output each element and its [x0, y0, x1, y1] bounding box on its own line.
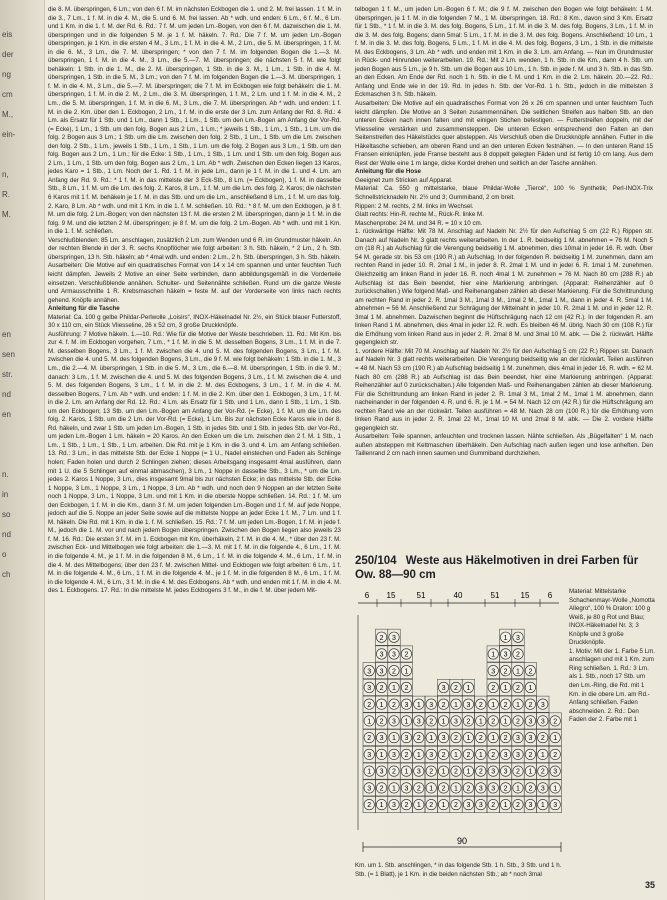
motif-color-number: 1: [466, 768, 471, 776]
motif-color-number: 1: [367, 768, 372, 776]
gutter-fragment: nd: [2, 390, 11, 399]
gutter-fragment: eis: [2, 30, 13, 39]
motif-color-number: 1: [478, 718, 483, 726]
motif-color-number: 2: [429, 768, 434, 776]
dimension-label: 51: [490, 591, 500, 600]
motif-color-number: 3: [379, 651, 384, 659]
motif-color-number: 3: [528, 735, 533, 743]
verschlussblenden-text: Verschlußblenden: 85 Lm. anschlagen, zusätzlich 2 Lm. zum Wenden und 6 R. im Grundmuster häkeln. An der rechten Blende in der 3. R. sechs Knopflöcher wie folgt arbeiten: 3 h. Stb. häkeln, * 2 Lm., 2 h. Stb. überspringen, 13 h. Stb. häkeln; ab * 4mal wdh. und enden: 2 Lm., 2 h. Stb. überspringen, 3 h. Stb. häkeln.: [48, 236, 341, 261]
gutter-fragment: n,: [2, 170, 9, 179]
motif-color-number: 1: [416, 802, 421, 810]
left-text-column: [48, 6, 341, 596]
motif-color-number: 1: [392, 685, 396, 693]
motif-color-number: 1: [540, 751, 545, 759]
hose-heading: Anleitung für die Hose: [355, 168, 422, 176]
motif-color-number: 3: [416, 718, 421, 726]
motif-1-instructions: 1. Motiv: Mit der 1. Farbe 5 Lm. anschlagen und mit 1 Km. zum Ring schließen. 1. Rd.: 3 Lm. als 1. Stb., noch 17 Stb. um den Lm.-Ring, die Rd. mit 1 Km. in die obere Lm. am Rd.-Anfang schließen. Faden abschneiden. 2. Rd.: Den Faden der 2. Farbe mit 1: [569, 647, 655, 724]
motif-color-number: 2: [379, 718, 384, 726]
motif-color-number: 1: [478, 751, 483, 759]
motif-color-number: 2: [429, 802, 434, 810]
side-text-column: [569, 588, 655, 725]
hose-material-text: Material: Ca. 550 g mittelstarke, blaue Phildar-Wolle „Tiercé“, 100 % Synthetik; Perl-INOX-Trix Schnellstricknadeln Nr. 2½ und 3; Gummiband, 2 cm breit.: [355, 185, 653, 202]
pattern-number: 250/104: [355, 555, 397, 567]
motif-color-number: 3: [392, 634, 396, 642]
motif-color-number: 2: [528, 701, 533, 709]
motif-color-number: 3: [367, 668, 372, 676]
motif-color-number: 1: [491, 651, 496, 659]
tasche-material-text: Material: Ca. 100 g gelbe Phildar-Perlwolle „Loisirs“, INOX-Häkelnadel Nr. 2½, ein Stück blauer Futterstoff, 30 x 110 cm, ein Stück Vliesseline, 26 x 52 cm, 3 große Druckknöpfe.: [48, 313, 341, 330]
motif-color-number: 1: [379, 802, 384, 810]
motif-color-number: 1: [367, 718, 372, 726]
motif-layout-diagram: [355, 585, 562, 860]
motif-color-number: 2: [516, 651, 520, 659]
motif-color-number: 3: [392, 802, 396, 810]
motif-color-number: 3: [478, 785, 483, 793]
motif-color-number: 3: [503, 651, 508, 659]
motif-color-number: 2: [392, 768, 396, 776]
motif-color-number: 3: [540, 785, 545, 793]
gutter-fragment: ch: [2, 570, 11, 579]
motif-color-number: 3: [441, 685, 446, 693]
gutter-fragment: in: [2, 490, 9, 499]
motif-color-number: 1: [429, 735, 434, 743]
page-number: 35: [644, 880, 655, 890]
motif-color-number: 2: [491, 751, 496, 759]
motif-color-number: 1: [379, 701, 384, 709]
dimension-label: 6: [547, 591, 553, 600]
bottom-continuation-text: Km. um 1. Stb. anschlingen, * in das folgende Stb. 1 h. Stb., 3 Stb. und 1 h. Stb. (= 1 Blatt), je 1 Km. in die beiden nächsten Stb.; ab * noch 3mal: [355, 862, 562, 878]
motif-color-number: 1: [466, 685, 471, 693]
motif-color-number: 2: [478, 735, 483, 743]
motif-color-number: 3: [404, 701, 409, 709]
gutter-fragment: en: [2, 330, 11, 339]
motif-color-number: 3: [540, 701, 545, 709]
gutter-fragment: en: [2, 410, 11, 419]
hose-rueckwaertig-text: 1. rückwärtige Hälfte: Mit 78 M. Anschlag auf Nadeln Nr. 2½ für den Aufschlag 5 cm (22 R.) Rippen str. Danach auf Nadeln Nr. 3 glatt rechts weiterarbeiten. In der 1. R. beidseitig 1 M. abnehmen = 76 M. Noch 5 cm (18 R.) ab Aufschlag für die Verengung beidseitig 1 M. abnehmen, dies 10mal in jeder 16. R. wdh. Über 54 M. gerade str. bis 53 cm (190 R.) ab Aufschlag. In der folgenden R. beidseitig 1 M. zunehmen, dann am rechten Rand in jeder 10. R. 2mal 1 M., in jeder 8. R. 2mal 1 M. und in jeder 6. R. 1mal 1 M. zunehmen. Gleichzeitig am linken Rand in jeder 16. R. noch 4mal 1 M. zunehmen = 76 M. Nach 80 cm (288 R.) ab Aufschlag ist das Bein beendet, hier eine Markierung anbringen. (Apparat: Reihenzähler auf 0 zurückschalten.) Wie folgend Maß- und Reihenangaben zählen ab dieser Markierung. Für die Schrittrundung am rechten Rand in jeder 2. R. 1mal 3 M., 1mal 3 M., 1mal 2 M., 1mal 1 M., dann in jeder 4. R. 5mal 1 M. abnehmen = 56 M. Anschließend zur Schrägung der Mittelnaht in jeder 10. R. 2mal 1 M. und in jeder 12. R. 3mal 1 M. abnehmen. Dazwischen beginnt die Hüftschrägung nach 12 cm (42 R.). In der folgenden R. am linken Rand 1 M. abnehmen, dies 4mal in jeder 12. R. wdh. Es bleiben 46 M. übrig. Nach 30 cm (108 R.) für die Erhöhung vom linken Rand aus in jeder 2. R. 2mal 8 M. und 3mal 10 M. abk. — Die 2. rückwärt. Hälfte gegengleich str.: [355, 228, 653, 347]
motif-color-number: 1: [441, 718, 446, 726]
hose-rippen-text: Rippen: 2 M. rechts, 2 M. links im Wechsel.: [355, 202, 474, 210]
motif-color-number: 3: [491, 668, 496, 676]
motif-color-number: 1: [528, 685, 533, 693]
bottom-dimension: [363, 836, 561, 852]
motif-color-number: 3: [516, 634, 520, 642]
motif-color-number: 3: [478, 802, 483, 810]
hose-apparat-note: Geeignet zum Stricken auf Apparat.: [355, 176, 453, 184]
motif-color-number: 2: [441, 701, 446, 709]
tasche-heading: Anleitung für die Tasche: [48, 305, 120, 313]
motif-color-number: 1: [416, 751, 421, 759]
dimension-label: 15: [386, 591, 396, 600]
motif-color-number: 2: [503, 785, 508, 793]
motif-color-number: 1: [503, 634, 508, 642]
motif-color-number: 1: [503, 685, 508, 693]
motif-color-number: 1: [466, 735, 471, 743]
motif-color-number: 1: [441, 802, 446, 810]
motif-color-number: 2: [491, 718, 496, 726]
motif-color-number: 2: [379, 634, 384, 642]
motif-color-number: 2: [367, 802, 372, 810]
motif-color-number: 3: [392, 718, 396, 726]
top-dimension-labels: [358, 591, 559, 607]
motif-color-number: 2: [454, 735, 458, 743]
pattern-title: Weste aus Häkelmotiven in drei Farben für Ow. 88—90 cm: [355, 555, 639, 581]
bottom-dimension-label: 90: [456, 836, 468, 846]
motif-color-number: 1: [516, 668, 520, 676]
motif-color-number: 2: [416, 785, 421, 793]
motif-color-number: 2: [416, 735, 421, 743]
motif-color-number: 1: [441, 768, 446, 776]
motif-color-number: 2: [516, 802, 520, 810]
motif-color-number: 1: [540, 802, 545, 810]
motif-color-number: 3: [429, 751, 434, 759]
motif-color-number: 2: [491, 685, 496, 693]
motif-color-number: 1: [379, 751, 384, 759]
motif-color-number: 3: [404, 785, 409, 793]
motif-color-number: 3: [503, 751, 508, 759]
motif-color-number: 3: [416, 768, 421, 776]
gutter-fragment: n.: [2, 470, 9, 479]
motif-color-number: 1: [454, 701, 458, 709]
motif-color-number: 2: [540, 735, 545, 743]
motif-color-number: 3: [392, 751, 396, 759]
motif-color-number: 1: [404, 768, 409, 776]
hose-maschenprobe-text: Maschenprobe: 24 M. und 34 R. = 10 x 10 cm.: [355, 219, 483, 227]
gutter-fragment: M.,: [2, 110, 14, 119]
motif-color-number: 3: [429, 701, 434, 709]
gutter-fragment: R.: [2, 190, 10, 199]
dimension-label: 6: [364, 591, 370, 600]
motif-color-number: 1: [516, 701, 520, 709]
motif-color-number: 1: [491, 735, 496, 743]
motif-color-number: 1: [416, 701, 421, 709]
motif-color-number: 2: [441, 785, 446, 793]
gutter-fragment: der: [2, 50, 14, 59]
gutter-fragment: so: [2, 510, 11, 519]
gutter-fragment: ng: [2, 70, 11, 79]
gutter-fragment: nd: [2, 530, 11, 539]
motif-color-number: 2: [503, 668, 508, 676]
motif-color-number: 2: [466, 785, 471, 793]
previous-page-gutter: [0, 0, 45, 900]
motif-color-number: 3: [491, 768, 496, 776]
gutter-fragment: str.: [2, 370, 13, 379]
motif-color-number: 3: [404, 735, 409, 743]
motif-color-number: 3: [454, 718, 458, 726]
motif-color-number: 3: [528, 802, 533, 810]
motif-color-number: 1: [553, 735, 558, 743]
gutter-fragment: ein-: [2, 130, 16, 139]
motif-color-number: 3: [367, 785, 372, 793]
motif-color-number: 2: [379, 785, 384, 793]
tasche-continued-text: telbogen 1 f. M., um jeden Lm.-Bogen 6 f. M.; die 9 f. M. zwischen den Bogen wie folgt behäkeln: 1 M. überspringen, je 1 f. M. in die folgenden 7 M., 1 M. überspringen. 18. Rd.: 8 Km., davon sind 3 Km. Ersatz für 1 Stb., * 1 f. M. in die 3. M. des folg. Bogens, 5 Lm., 1 f. M. in die 3. M. des folg. Bogens, 3 Lm., 1 f. M. in die 3. M. des folg. Bogens; dann 5mal: 5 Lm., 1 f. M. in die 3. M. des folg. Bogens. Anschließend: 10 Lm., 1 f. M. in die 3. M. des folg. Bogens, 5 Lm., 1 f. M. in die 4. M. des folg. Bogens, 3 Lm., 1 Stb. in die mittelste M. des Eckbogens, 3 Lm. Ab * wdh. und enden mit 1 Km. in die 3. Lm. am Anfang. — Nun im Grundmuster in Rück- und Hinrunden weiterarbeiten. 19. Rd.: Mit 2 Lm. wenden, 1 h. Stb. in die Km., dann 4 h. Stb. um jeden Bogen aus 5 Lm., je 9 h. Stb. um die Bogen aus 10 Lm., 1 h. Stb. in jede f. M. und 3 h. Stb. in das Stb. an den Ecken. Am Ende der Rd. noch 1 h. Stb. in die f. M. und 1 Km. in die 2. Lm. häkeln. 20.—22. Rd.: Anfang und Ende wie in der 19. Rd. In jedes h. Stb. der Vor-Rd. 1 h. Stb., jedoch in die mittelsten 3 Eckmaschen 3 h. Stb. häkeln.: [355, 6, 653, 99]
hose-ausarbeiten-text: Ausarbeiten: Teile spannen, anfeuchten und trocknen lassen. Nähte schließen. Als „Bügelfalten“ 1 M. nach außen absteppen mit Kettmaschen überhäkeln. Den Aufschlag nach außen legen und lose anheften. Den Taillenrand 2 cm nach innen saumen und Gummiband durchziehen.: [355, 433, 653, 458]
motif-color-number: 1: [392, 735, 396, 743]
tasche-ausarbeiten-text: Ausarbeiten: Die Motive auf ein quadratisches Format von 26 x 26 cm spannen und unter feuchtem Tuch leicht dämpfen. Die Motive an 3 Seiten zusammennähen. Die seitlichen Streifen aus halben Stb. an den unteren Ecken nach innen falten und mit einigen Stichen befestigen. — Futterstreifen doppeln, mit der Vliesseline verstärken und zusammensteppen. Die unteren Ecken entsprechend den Falten an den Seitenstreifen des Häkelstücks quer absteppen. Als Verschluß oben die Druckknöpfe annähen. Futter in die Häkeltasche schieben, am oberen Rand und an den unteren Ecken festnähen. — In den unteren Rand 15 Fransen einknüpfen, jede Franse besteht aus 8 doppelt gelegten Fäden und ist fertig 10 cm lang. Aus dem Rest der Wolle eine 1 m lange, dicke Kordel drehen und seitlich an der Tasche annähen.: [355, 100, 653, 167]
motif-color-number: 2: [429, 718, 434, 726]
motif-color-number: 3: [392, 651, 396, 659]
dimension-label: 40: [453, 591, 463, 600]
motif-color-number: 1: [454, 751, 458, 759]
motif-color-number: 1: [454, 785, 458, 793]
motif-color-number: 2: [392, 701, 396, 709]
motif-color-number: 2: [454, 685, 458, 693]
motif-color-number: 2: [404, 685, 409, 693]
motif-color-number: 2: [553, 751, 558, 759]
motif-color-number: 3: [516, 751, 520, 759]
motif-color-number: 2: [540, 768, 545, 776]
motif-color-number: 2: [503, 701, 508, 709]
motif-color-number: 2: [553, 718, 558, 726]
motif-color-number: 3: [379, 768, 384, 776]
gutter-fragment: M.: [2, 210, 11, 219]
motif-color-number: 2: [516, 685, 520, 693]
weste-section-heading: [355, 554, 655, 582]
motif-color-number: 1: [503, 802, 508, 810]
motif-color-number: 3: [503, 768, 508, 776]
weste-motif-rounds: die 8. M. überspringen, 6 Lm.; von den 6 f. M. im nächsten Eckbogen die 1. und 2. M. frei lassen. 1 f. M. in die 3., 7 Lm., 1 f. M. in die 4. M., die 5. und 6. M. frei lassen. Ab * wdh. und enden: 6 Lm., 6 f. M., 6 Lm. und 1 Km. in die 1. f. M. der Rd. 6. Rd.: 7 f. M. um jeden Lm.-Bogen, von den 6 f. M. dazwischen die 1. M. überspringen und in die folgenden 5 M. je 1 f. M. häkeln. 7. Rd.: Die 7 f. M. um jeden Lm.-Bogen überspringen, je 1 Km. in die ersten 4 M., 3 Lm., 1 f. M. in die 4. M., 2 Lm., die 5. M. überspringen, 1 f. M. in die 6. M., 3 Lm., die 7. M. überspringen; * von den 7 f. M. im folgenden Bogen die 1.—3. M. überspringen, 1 f. M. in die 4. M., 3 Lm., die 5.—7. M. überspringen; die nächsten 5 f. M. wie folgt behäkeln: 1 Stb. in die 1. M., die 2. M. überspringen, 1 Stb. in die 3. M., 1 Lm., 1 Stb. in die 4. M. überspringen, 1 Stb. in die 5. M., 3 Lm.; von den 7 f. M. im folgenden Bogen die 1.—3. M. überspringen, 1 f. M. in die 4. M., 3 Lm., die 5.—7. M. überspringen; die 7 f. M. im Eckbogen wie folgt behäkeln: die 1. M. überspringen, 1 f. M. in die 2. M., 2 Lm., die 3. M. überspringen, 1 f. M., 2 Lm. und 1 f. M. in die 4. M., 2 Lm., die 5. M. überspringen, 1 f. M. in die 6. M., 3 Lm., die 7. M. überspringen. Ab * wdh. und enden: 1 f. M. in die 2. Km. über den 1. Eckbogen, 2 Lm., 1 f. M. in die erste der 3 Lm. zum Anfang der Rd. 8. Rd.: 4 Lm. als Ersatz für 1 Stb. und 1 Lm., dann 1 Stb., 1 Lm., 1 Stb. um den Lm.-Bogen am Anfang der Vor-Rd. (= Ecke), 1 Lm., 1 Stb. um den folg. Bogen aus 2 Lm., 1 Lm.; * jeweils 1 Stb., 1 Lm., 1 Stb., 1 Lm. um die folg. 2 Bogen aus 3 Lm.; 1 Stb. um die Lm. zwischen den folg. 2 Stb., 1 Lm., 1 Stb. um die Lm. zwischen den folg. 2 Stb., 1 Lm., jeweils 1 Stb., 1 Lm., 1 Stb., 1 Lm. um die folg. 2 Bogen aus 3 Lm., 1 Stb. um den folg. Bogen aus 2 Lm., 1 Lm.; für die Ecke: 1 Stb., 1 Lm., 1 Stb., 1 Lm. und 1 Stb. um den folg. Bogen aus 2 Lm., 1 Lm., 1 Stb. um den folg. Bogen aus 2 Lm., 1 Lm. Ab * wdh. Zwischen den Ecken liegen 13 Karos, jedes Karo = 1 Stb., 1 Lm. Noch der 1. Rd. 1 f. M. in jede Lm., dann je 1 f. M. in die 1. und 4. Lm. am Anfang der Rd. 9. Rd.: * 1 f. M. in das mittelste der 3 Eck-Stb., 8 Lm. (= Eckbogen), 1 f. M. in dasselbe Stb., 8 Lm., 1 f. M. um die Lm. des folg. 2. Karos, 8 Lm., 1 f. M. um die Lm. des folg. 2. Karos; die nächsten 6 Karos mit 1 f. M. behäkeln je 1 f. M. in das Stb. und um die Lm., anschließend 8 Lm., 1 f. M. um das folg. 2. Karo, 8 Lm. Ab * wdh. und mit 1 Km. in die 1. f. M. schließen. 10. Rd.: * 8 f. M. um den Eckbogen, je 8 f. M. um die folg. 2 Lm.-Bogen; von den nächsten 13 f. M. die ersten 2 M. überspringen, dann je 1 f. M. in die folg. 9 M. und die letzten 2 M. überspringen; je 8 f. M. um die folg. 2 Lm.-Bogen. Ab * wdh. und mit 1 Km. in die 1. f. M. schließen.: [48, 6, 342, 236]
gutter-fragment: sen: [2, 350, 15, 359]
motif-color-number: 2: [454, 768, 458, 776]
motif-color-number: 2: [367, 735, 372, 743]
motif-color-number: 2: [441, 751, 446, 759]
motif-color-number: 1: [429, 785, 434, 793]
motif-color-number: 3: [553, 768, 558, 776]
motif-color-number: 3: [367, 751, 372, 759]
motif-color-number: 3: [528, 718, 533, 726]
dimension-label: 51: [416, 591, 426, 600]
motif-color-number: 3: [540, 718, 545, 726]
dimension-label: 15: [520, 591, 530, 600]
motif-grid: [358, 615, 561, 830]
weste-material-text: Material: Mittelstarke Schachenmayr-Wolle „Nomotta Allegro“, 100 % Dralon: 100 g Weiß, je 80 g Rot und Blau; INOX-Häkelnadel Nr. 3; 3 Knöpfe und 3 große Druckknöpfe.: [569, 588, 655, 647]
motif-color-number: 2: [528, 785, 533, 793]
motif-color-number: 2: [503, 735, 508, 743]
motif-color-number: 2: [516, 768, 520, 776]
motif-color-number: 1: [491, 701, 496, 709]
motif-color-number: 3: [441, 735, 446, 743]
motif-color-number: 3: [466, 701, 471, 709]
motif-color-number: 2: [404, 751, 409, 759]
motif-color-number: 1: [516, 785, 520, 793]
ausarbeiten-weste-text: Ausarbeiten: Die Motive auf ein quadratisches Format von 14 x 14 cm spannen und unter feuchten Tuch leicht dämpfen. Jeweils 2 Motive an einer Seite verbinden, dann abbildungsgemäß in die Vorderteile einsetzen. Verschlußblende annähen. Schulter- und Seitennähte schließen. Rund um die ganze Weste und Armausschnitte 1 R. Krebsmaschen häkeln = feste M. auf der Vorderseite von links nach rechts gehend. Knöpfe annähen.: [48, 262, 341, 304]
motif-color-number: 2: [466, 718, 471, 726]
motif-color-number: 3: [491, 785, 496, 793]
motif-color-number: 1: [503, 718, 508, 726]
gutter-fragment: o: [2, 550, 7, 559]
tasche-ausfuehrung-text: Ausführung: 7 Motive häkeln. 1.—10. Rd.: Wie für die Motive der Weste beschrieben. 11. Rd.: Mit Km. bis zur 4. f. M. im Eckbogen vorgehen, 7 Lm., * 1 f. M. in die 5. M. desselben Bogens, 3 Lm., 1 f. M. in die 7. M. desselben Bogens, 3 Lm., 1 f. M. zwischen die 4. und 5. M. des folgenden Bogens, 3 Lm., 1 f. M. zwischen die 4. und 5. M. des folgenden Bogens, 3 Lm., die 9 f. M. wie folgt behäkeln: 1 Stb. in die 1. M., 3 Lm., die 2.—4. M. überspringen, 1 Stb. in die 5. M., 3 Lm., die 6.—8. M. überspringen, 1 Stb. in die 9. M.; danach: 3 Lm., 1 f. M. zwischen die 4. und 5. M. des folgenden Bogens, 3 Lm., 1 f. M. zwischen die 4. und 5. M. des folgenden Bogens, 3 Lm., 1 f. M. in die 2. M. des Eckbogens, 3 Lm., 1 f. M. in die 4. M. desselben Bogens, 7 Lm. Ab * wdh. und enden: 1 f. M. in die 2. Km. über den 1. Eckbogen, 3 Lm., 1 f. M. in die 2. Lm. am Anfang der Rd. 12. Rd.: 4 Lm. als Ersatz für 1 Stb. und 1 Lm., dann 1 Stb., 1 Lm., 1 Stb. um den Eckbogen; 13 Stb. um den Lm.-Bogen am Anfang der Vor-Rd. (= Ecke), 1 f. M. um die Lm. des folg. 2. Karos, 1 Stb. um die 2 Lm. der Vor-Rd. (= Ecke), 1 Lm. Bis zur nächsten Ecke Karos wie in der 8. Rd. häkeln, und zwar 1 Stb. um jeden Lm.-Bogen, 1 Stb. in jedes Stb. und 1 Stb. in jedes Stb. der Vor-Rd., um jeden Lm.-Bogen 1 Lm. häkeln = 20 Karos. An den Ecken um die Lm. zwischen den 2 f. M. 1 Stb., 1 Lm., 1 Stb., 1 Lm., 1 Stb., 1 Lm. arbeiten. Die Rd. mit je 1 Km. in die 3. und 4. Lm. am Anfang schließen. 13. Rd.: 3 Lm., in das mittelste Stb. der Ecke 1 Noppe (= 1 U., Nadel einstechen und Faden als Schlinge holen; Faden holen und durch 2 Schlingen ziehen; dieses Arbeitsgang insgesamt 4mal ausführen, dann mit 1 U. die 5 Schlingen auf einmal abmaschen), 3 Lm., 1 Noppe in dasselbe Stb., 3 Lm., * um die Lm. jedes 2. Karos 1 Noppe, 3 Lm., dies insgesamt 9mal bis zur nächsten Ecke; in das mittelste Stb. der Ecke 1 Noppe, 3 Lm., 1 Noppe, 3 Lm., 1 Noppe, 3 Lm. Ab * wdh. und noch den 9 Noppen an der letzten Seite noch 1 Noppe, 3 Lm., 1 Noppe, 3 Lm. und mit 1 Km. in die oberste Noppe schließen. 14. Rd.: 1 f. M. um den Eckbogen, 1 f. M. in die Km., dann 3 f. M. um jeden folgenden Lm.-Bogen und 1 f. M. auf jede Noppe, jedoch auf die 5. Noppe an jeder Seite sowie auf die mittelste Noppe an jeder Ecke 1 f. M., 7 Lm. und 1 f. M. häkeln. Die Rd. mit 1 Km. in die 1. f. M. schließen. 15. Rd.: 7 f. M. um jeden Lm.-Bogen, 1 f. M. in jede f. M., jedoch die 1. M. vor und nach jedem Bogen überspringen. Zwischen den Bogen liegen also jeweils 23 f. M. 16. Rd.: Die ersten 3 f. M. im 1. Eckbogen mit Km. überhäkeln, 2 f. M. in die 4. M., * über den 23 f. M. zwischen Eck- und Mittelbogen wie folgt arbeiten: die 1.—3. M. mit 1 f. M. in die folgende 4., 6 Lm., 1 f. M. in die folgende 4. M., je 1 f. M. in die folgenden 8 M., 6 Lm., 1 f. M. in die folgende 4. M., 6 Lm., 1 f. M. in die 4. M. des Mittelbogens; über den 23 f. M. zwischen Mittel- und Eckbogen wie folgt arbeiten: 6 Lm., 1 f. M. in die folgende 4. M., 6 Lm., 1 f. M. in die folgende 4. M., je 1 f. M. in die folgenden 8 M., 6 Lm., 1 f. M. in die folgende 4. M., 6 Lm., 3 f. M. in die 4. M. des Eckbogens. Ab * wdh. und enden mit 1 f. M. in die 4. M. des 1. Eckbogens. 17. Rd.: In die mittelste M. jedes Eckbogens 3 f. M., in die f. M. über jedem Mit-: [48, 330, 341, 595]
motif-color-number: 2: [392, 668, 396, 676]
motif-color-number: 2: [404, 651, 409, 659]
motif-color-number: 3: [516, 735, 520, 743]
motif-color-number: 2: [454, 802, 458, 810]
hose-vordere-text: 1. vordere Hälfte: Mit 70 M. Anschlag auf Nadeln Nr. 2½ für den Aufschlag 5 cm (22 R.) Rippen str. Danach auf Nadeln Nr. 3 glatt rechts weiterarbeiten. Die Verengung beidseitig wie an der rückwärt. Teilen ausführen = 48 M. Nach 53 cm (190 R.) ab Aufschlag beidseitig 1 M. zunehmen, dies 4mal in jeder 16. R. wdh. = 62 M. Nach 80 cm (288 R.) ab Aufschlag ist das Bein beendet, hier eine Markierung anbringen. (Apparat: Reihenzähler auf 0 zurückschalten.) Alle folgenden Maß- und Reihenangaben zählen ab dieser Markierung. Für die Schrittrundung am linken Rand in jeder 2. R. 1mal 3 M., 1mal 2 M., 1mal 1 M. abnehmen, dann nacheinander in der folgenden 4. R. und 6. R. je 1 M. = 54 M. Nach 12 cm (42 R.) für die Hüftschrägung am rechten Rand wie an der rückwärt. Teilen ausführen = 48 M. Nach 28 cm (100 R.) für die Erhöhung vom linken Rand aus in jeder 2. R. 1mal 22 M., 1mal 10 M. und 2mal 8 M. abk. — Die 2. vordere Hälfte gegengleich str.: [355, 347, 653, 432]
motif-color-number: 1: [404, 668, 409, 676]
motif-color-number: 2: [478, 768, 483, 776]
motif-color-number: 3: [367, 685, 372, 693]
gutter-fragment: cm: [2, 90, 13, 99]
motif-color-number: 1: [404, 718, 409, 726]
motif-color-number: 2: [367, 701, 372, 709]
motif-color-number: 3: [466, 802, 471, 810]
motif-color-number: 2: [528, 668, 533, 676]
motif-color-number: 2: [379, 685, 384, 693]
motif-color-number: 1: [392, 785, 396, 793]
motif-color-number: 2: [404, 802, 409, 810]
motif-color-number: 3: [379, 735, 384, 743]
motif-color-number: 2: [516, 718, 520, 726]
motif-color-number: 1: [553, 785, 558, 793]
motif-color-number: 3: [553, 802, 558, 810]
motif-color-number: 2: [528, 751, 533, 759]
motif-color-number: 2: [478, 701, 483, 709]
motif-color-number: 1: [528, 768, 533, 776]
hose-glatt-text: Glatt rechts: Hin-R. rechte M., Rück-R. linke M.: [355, 211, 484, 219]
motif-color-number: 2: [466, 751, 471, 759]
right-text-column: [355, 6, 653, 459]
motif-color-number: 2: [491, 802, 496, 810]
motif-color-number: 3: [379, 668, 384, 676]
